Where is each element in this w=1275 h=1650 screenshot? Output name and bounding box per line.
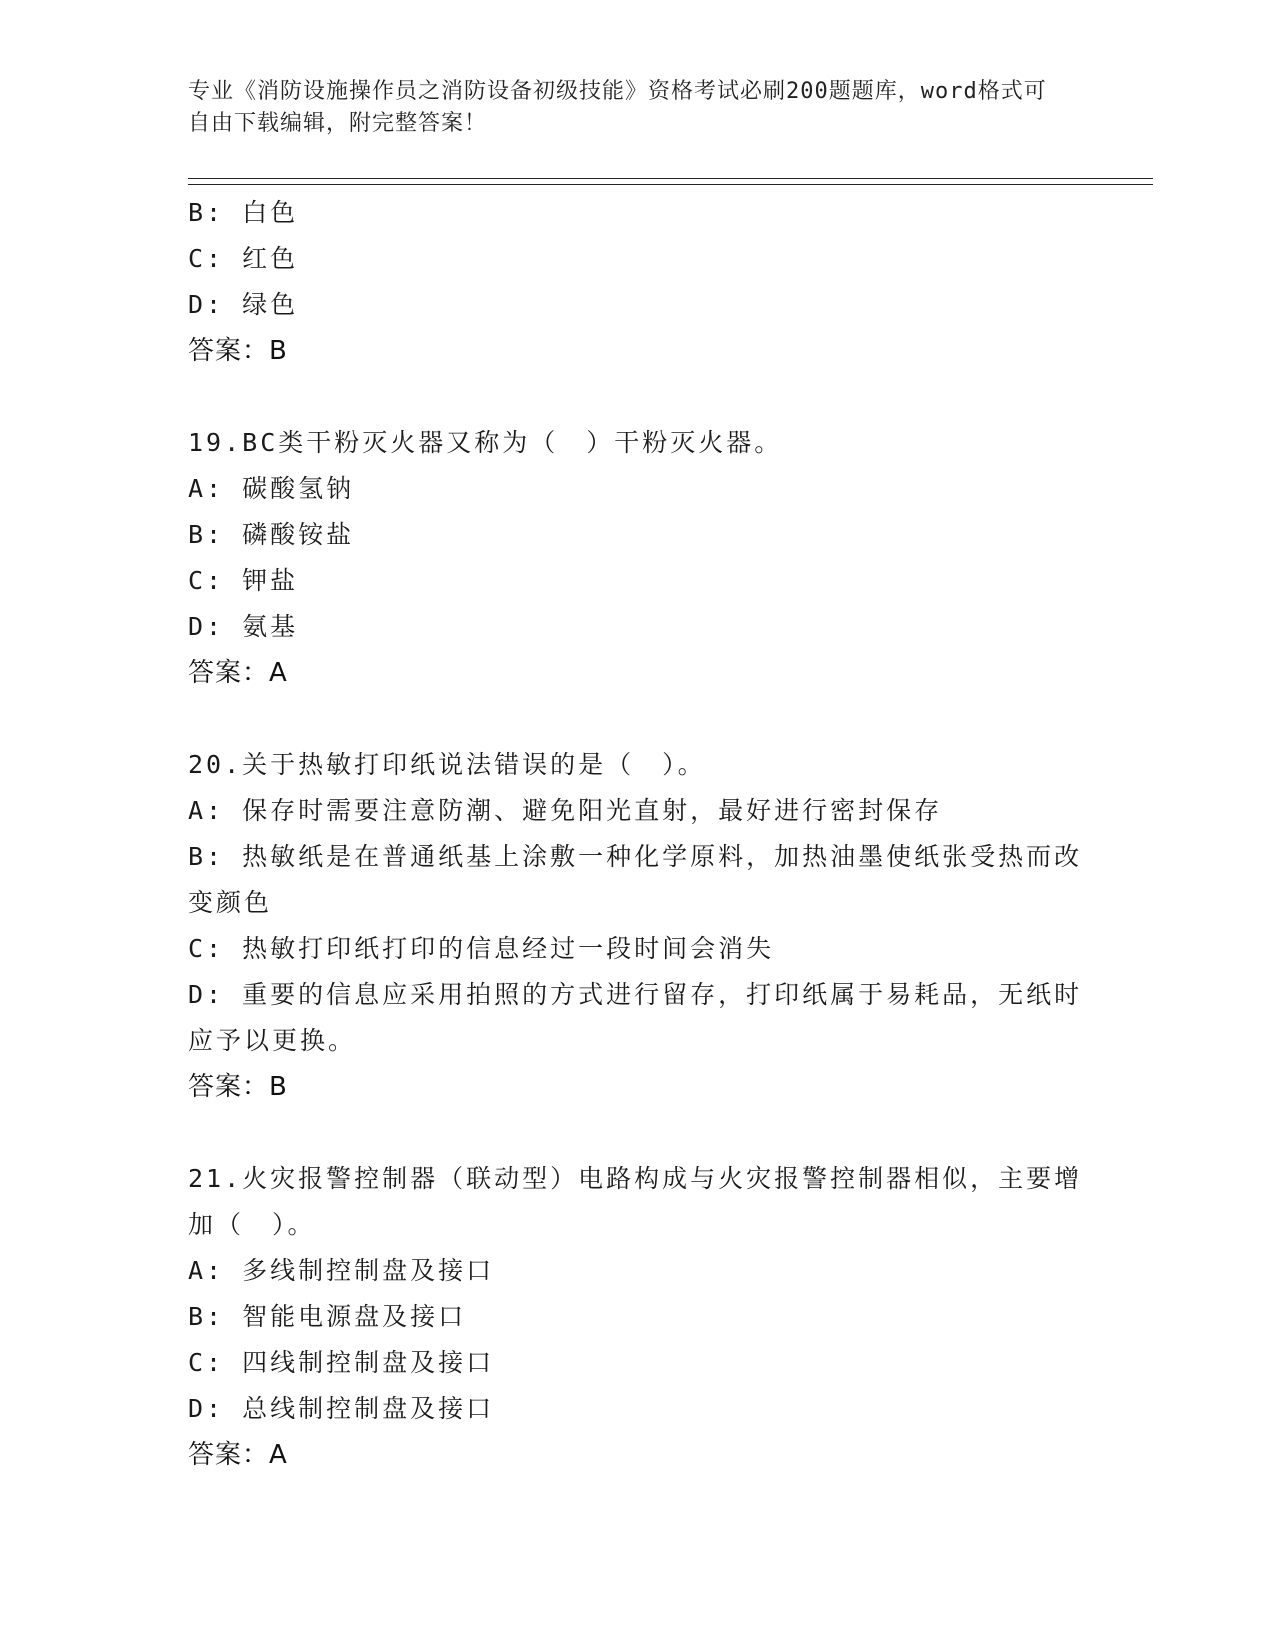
option-a: A: 保存时需要注意防潮、避免阳光直射，最好进行密封保存 <box>188 796 943 825</box>
answer-line: 答案：A <box>188 1440 288 1470</box>
question-18-continued <box>188 190 1088 374</box>
question-stem: 20.关于热敏打印纸说法错误的是（ ）。 <box>188 750 706 779</box>
option-c: C: 热敏打印纸打印的信息经过一段时间会消失 <box>188 934 775 963</box>
option-a: A: 多线制控制盘及接口 <box>188 1256 495 1285</box>
option-b: B: 热敏纸是在普通纸基上涂敷一种化学原料，加热油墨使纸张受热而改变颜色 <box>188 842 1083 917</box>
option-c: C: 四线制控制盘及接口 <box>188 1348 495 1377</box>
option-b: B: 磷酸铵盐 <box>188 520 355 549</box>
answer-line: 答案：A <box>188 658 288 688</box>
option-b: B: 智能电源盘及接口 <box>188 1302 467 1331</box>
question-21 <box>188 1156 1088 1478</box>
question-list <box>188 190 1088 1478</box>
option-d: D: 重要的信息应采用拍照的方式进行留存，打印纸属于易耗品，无纸时应予以更换。 <box>188 980 1083 1055</box>
answer-line: 答案：B <box>188 336 288 366</box>
question-stem: 19.BC类干粉灭火器又称为（ ）干粉灭火器。 <box>188 428 783 457</box>
question-stem: 21.火灾报警控制器（联动型）电路构成与火灾报警控制器相似，主要增加（ ）。 <box>188 1164 1083 1239</box>
option-d: D: 氨基 <box>188 612 299 641</box>
option-c: C: 钾盐 <box>188 566 299 595</box>
option-d: D: 总线制控制盘及接口 <box>188 1394 495 1423</box>
page-header-title: 专业《消防设施操作员之消防设备初级技能》资格考试必刷200题题库，word格式可自由下载编辑，附完整答案！ <box>188 79 1047 136</box>
header-divider <box>188 178 1153 185</box>
question-19 <box>188 420 1088 696</box>
option-b: B: 白色 <box>188 198 299 227</box>
option-d: D: 绿色 <box>188 290 299 319</box>
option-a: A: 碳酸氢钠 <box>188 474 355 503</box>
option-c: C: 红色 <box>188 244 299 273</box>
answer-line: 答案：B <box>188 1072 288 1102</box>
question-20 <box>188 742 1088 1110</box>
